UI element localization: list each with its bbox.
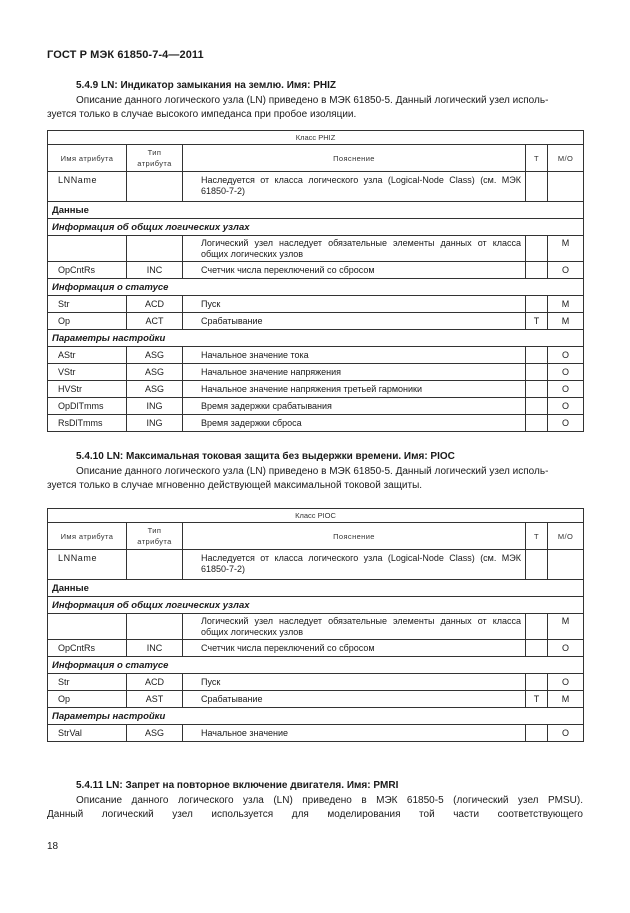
table-section-row (48, 708, 584, 725)
attribute-table-phiz (47, 130, 584, 432)
attribute-name: Str (48, 674, 127, 691)
attribute-t: Т (526, 691, 548, 708)
attribute-type: INC (127, 262, 183, 279)
attribute-description: Пуск (183, 296, 526, 313)
attribute-name: Op (48, 691, 127, 708)
table-row (48, 347, 584, 364)
attribute-mo: О (548, 674, 584, 691)
attribute-t (526, 381, 548, 398)
column-header: Пояснение (183, 145, 526, 172)
attribute-name: Op (48, 313, 127, 330)
attribute-type: AST (127, 691, 183, 708)
table-row (48, 640, 584, 657)
attribute-type: INC (127, 640, 183, 657)
attribute-t (526, 172, 548, 202)
attribute-mo: М (548, 296, 584, 313)
attribute-t (526, 236, 548, 262)
attribute-t (526, 550, 548, 580)
table-row (48, 262, 584, 279)
column-header: Тип атрибута (127, 145, 183, 172)
attribute-t (526, 640, 548, 657)
attribute-name: LNName (48, 550, 127, 580)
column-header: Т (526, 145, 548, 172)
attribute-description: Счетчик числа переключений со сбросом (183, 262, 526, 279)
column-header: Пояснение (183, 523, 526, 550)
section-title-phiz: 5.4.9 LN: Индикатор замыкания на землю. Имя: PHIZ (76, 80, 337, 91)
paragraph-line: Описание данного логического узла (LN) приведено в МЭК 61850-5. Данный логический узел исполь- (76, 95, 549, 106)
attribute-mo: М (548, 691, 584, 708)
attribute-description: Счетчик числа переключений со сбросом (183, 640, 526, 657)
attribute-name: AStr (48, 347, 127, 364)
table-section-row (48, 202, 584, 219)
paragraph-line: Данный логический узел используется для моделирования той части соответствующего (47, 809, 583, 820)
table-class-title: Класс PIOC (48, 509, 584, 523)
attribute-t (526, 725, 548, 742)
table-header-row (48, 523, 584, 550)
table-row (48, 415, 584, 432)
attribute-description: Время задержки срабатывания (183, 398, 526, 415)
attribute-mo (548, 550, 584, 580)
attribute-name: StrVal (48, 725, 127, 742)
page-number: 18 (47, 841, 59, 852)
attribute-name: OpDlTmms (48, 398, 127, 415)
attribute-description: Наследуется от класса логического узла (Logical-Node Class) (см. МЭК 61850-7-2) (183, 172, 526, 202)
table-row (48, 381, 584, 398)
attribute-name: Str (48, 296, 127, 313)
attribute-mo: О (548, 381, 584, 398)
attribute-description: Начальное значение напряжения третьей гармоники (183, 381, 526, 398)
section-label: Информация о статусе (48, 279, 584, 296)
attribute-type: ING (127, 415, 183, 432)
attribute-description: Наследуется от класса логического узла (Logical-Node Class) (см. МЭК 61850-7-2) (183, 550, 526, 580)
table-class-title: Класс PHIZ (48, 131, 584, 145)
attribute-name: RsDlTmms (48, 415, 127, 432)
attribute-description: Логический узел наследует обязательные элементы данных от класса общих логических узлов (183, 236, 526, 262)
attribute-mo: М (548, 236, 584, 262)
table-row (48, 236, 584, 262)
attribute-type: ASG (127, 347, 183, 364)
attribute-mo: М (548, 614, 584, 640)
attribute-mo: О (548, 640, 584, 657)
table-row (48, 614, 584, 640)
attribute-type (127, 236, 183, 262)
column-header: Т (526, 523, 548, 550)
attribute-type (127, 172, 183, 202)
paragraph-line: Описание данного логического узла (LN) приведено в МЭК 61850-5. Данный логический узел исполь- (76, 466, 549, 477)
attribute-description: Срабатывание (183, 313, 526, 330)
section-paragraph-pmri (47, 794, 583, 822)
table-row (48, 691, 584, 708)
attribute-description: Начальное значение (183, 725, 526, 742)
table-row (48, 674, 584, 691)
section-label: Информация об общих логических узлах (48, 597, 584, 614)
attribute-t (526, 296, 548, 313)
document-header: ГОСТ Р МЭК 61850-7-4—2011 (47, 49, 204, 61)
attribute-mo: О (548, 398, 584, 415)
paragraph-line: Описание данного логического узла (LN) приведено в МЭК 61850-5 (логический узел PMSU). (76, 795, 583, 806)
column-header: Тип атрибута (127, 523, 183, 550)
section-title-pmri: 5.4.11 LN: Запрет на повторное включение двигателя. Имя: PMRI (76, 780, 399, 791)
attribute-description: Пуск (183, 674, 526, 691)
attribute-description: Срабатывание (183, 691, 526, 708)
table-row (48, 313, 584, 330)
attribute-description: Время задержки сброса (183, 415, 526, 432)
attribute-name (48, 614, 127, 640)
attribute-name: OpCntRs (48, 640, 127, 657)
table-row (48, 364, 584, 381)
section-label: Параметры настройки (48, 708, 584, 725)
section-label: Данные (48, 580, 584, 597)
section-label: Информация об общих логических узлах (48, 219, 584, 236)
attribute-t (526, 398, 548, 415)
attribute-name: LNName (48, 172, 127, 202)
table-row (48, 550, 584, 580)
paragraph-line: зуется только в случае мгновенно действующей максимальной токовой защиты. (47, 480, 423, 491)
column-header: М/О (548, 145, 584, 172)
attribute-type (127, 614, 183, 640)
attribute-mo: О (548, 262, 584, 279)
table-header-row (48, 145, 584, 172)
attribute-t (526, 614, 548, 640)
attribute-mo: О (548, 364, 584, 381)
attribute-t (526, 262, 548, 279)
section-paragraph-pioc (47, 465, 583, 493)
attribute-type: ASG (127, 381, 183, 398)
table-section-row (48, 580, 584, 597)
attribute-t (526, 415, 548, 432)
table-section-row (48, 279, 584, 296)
attribute-name: VStr (48, 364, 127, 381)
attribute-type: ING (127, 398, 183, 415)
attribute-type: ACD (127, 296, 183, 313)
attribute-mo: О (548, 347, 584, 364)
section-label: Данные (48, 202, 584, 219)
table-section-row (48, 219, 584, 236)
attribute-type: ASG (127, 364, 183, 381)
attribute-name: HVStr (48, 381, 127, 398)
attribute-name: OpCntRs (48, 262, 127, 279)
column-header: М/О (548, 523, 584, 550)
attribute-type (127, 550, 183, 580)
attribute-description: Начальное значение тока (183, 347, 526, 364)
attribute-name (48, 236, 127, 262)
attribute-t (526, 364, 548, 381)
table-row (48, 725, 584, 742)
attribute-mo: О (548, 725, 584, 742)
section-title-pioc: 5.4.10 LN: Максимальная токовая защита без выдержки времени. Имя: PIOC (76, 451, 455, 462)
section-paragraph-phiz (47, 94, 583, 122)
table-row (48, 296, 584, 313)
section-label: Информация о статусе (48, 657, 584, 674)
attribute-type: ACT (127, 313, 183, 330)
section-label: Параметры настройки (48, 330, 584, 347)
attribute-mo (548, 172, 584, 202)
attribute-table-pioc (47, 508, 584, 742)
attribute-mo: М (548, 313, 584, 330)
paragraph-line: зуется только в случае высокого импеданса при пробое изоляции. (47, 109, 357, 120)
table-row (48, 398, 584, 415)
attribute-type: ASG (127, 725, 183, 742)
table-section-row (48, 330, 584, 347)
attribute-t (526, 347, 548, 364)
table-section-row (48, 597, 584, 614)
table-section-row (48, 657, 584, 674)
attribute-type: ACD (127, 674, 183, 691)
attribute-t (526, 674, 548, 691)
attribute-description: Начальное значение напряжения (183, 364, 526, 381)
attribute-mo: О (548, 415, 584, 432)
column-header: Имя атрибута (48, 523, 127, 550)
column-header: Имя атрибута (48, 145, 127, 172)
table-row (48, 172, 584, 202)
attribute-description: Логический узел наследует обязательные элементы данных от класса общих логических узлов (183, 614, 526, 640)
attribute-t: Т (526, 313, 548, 330)
